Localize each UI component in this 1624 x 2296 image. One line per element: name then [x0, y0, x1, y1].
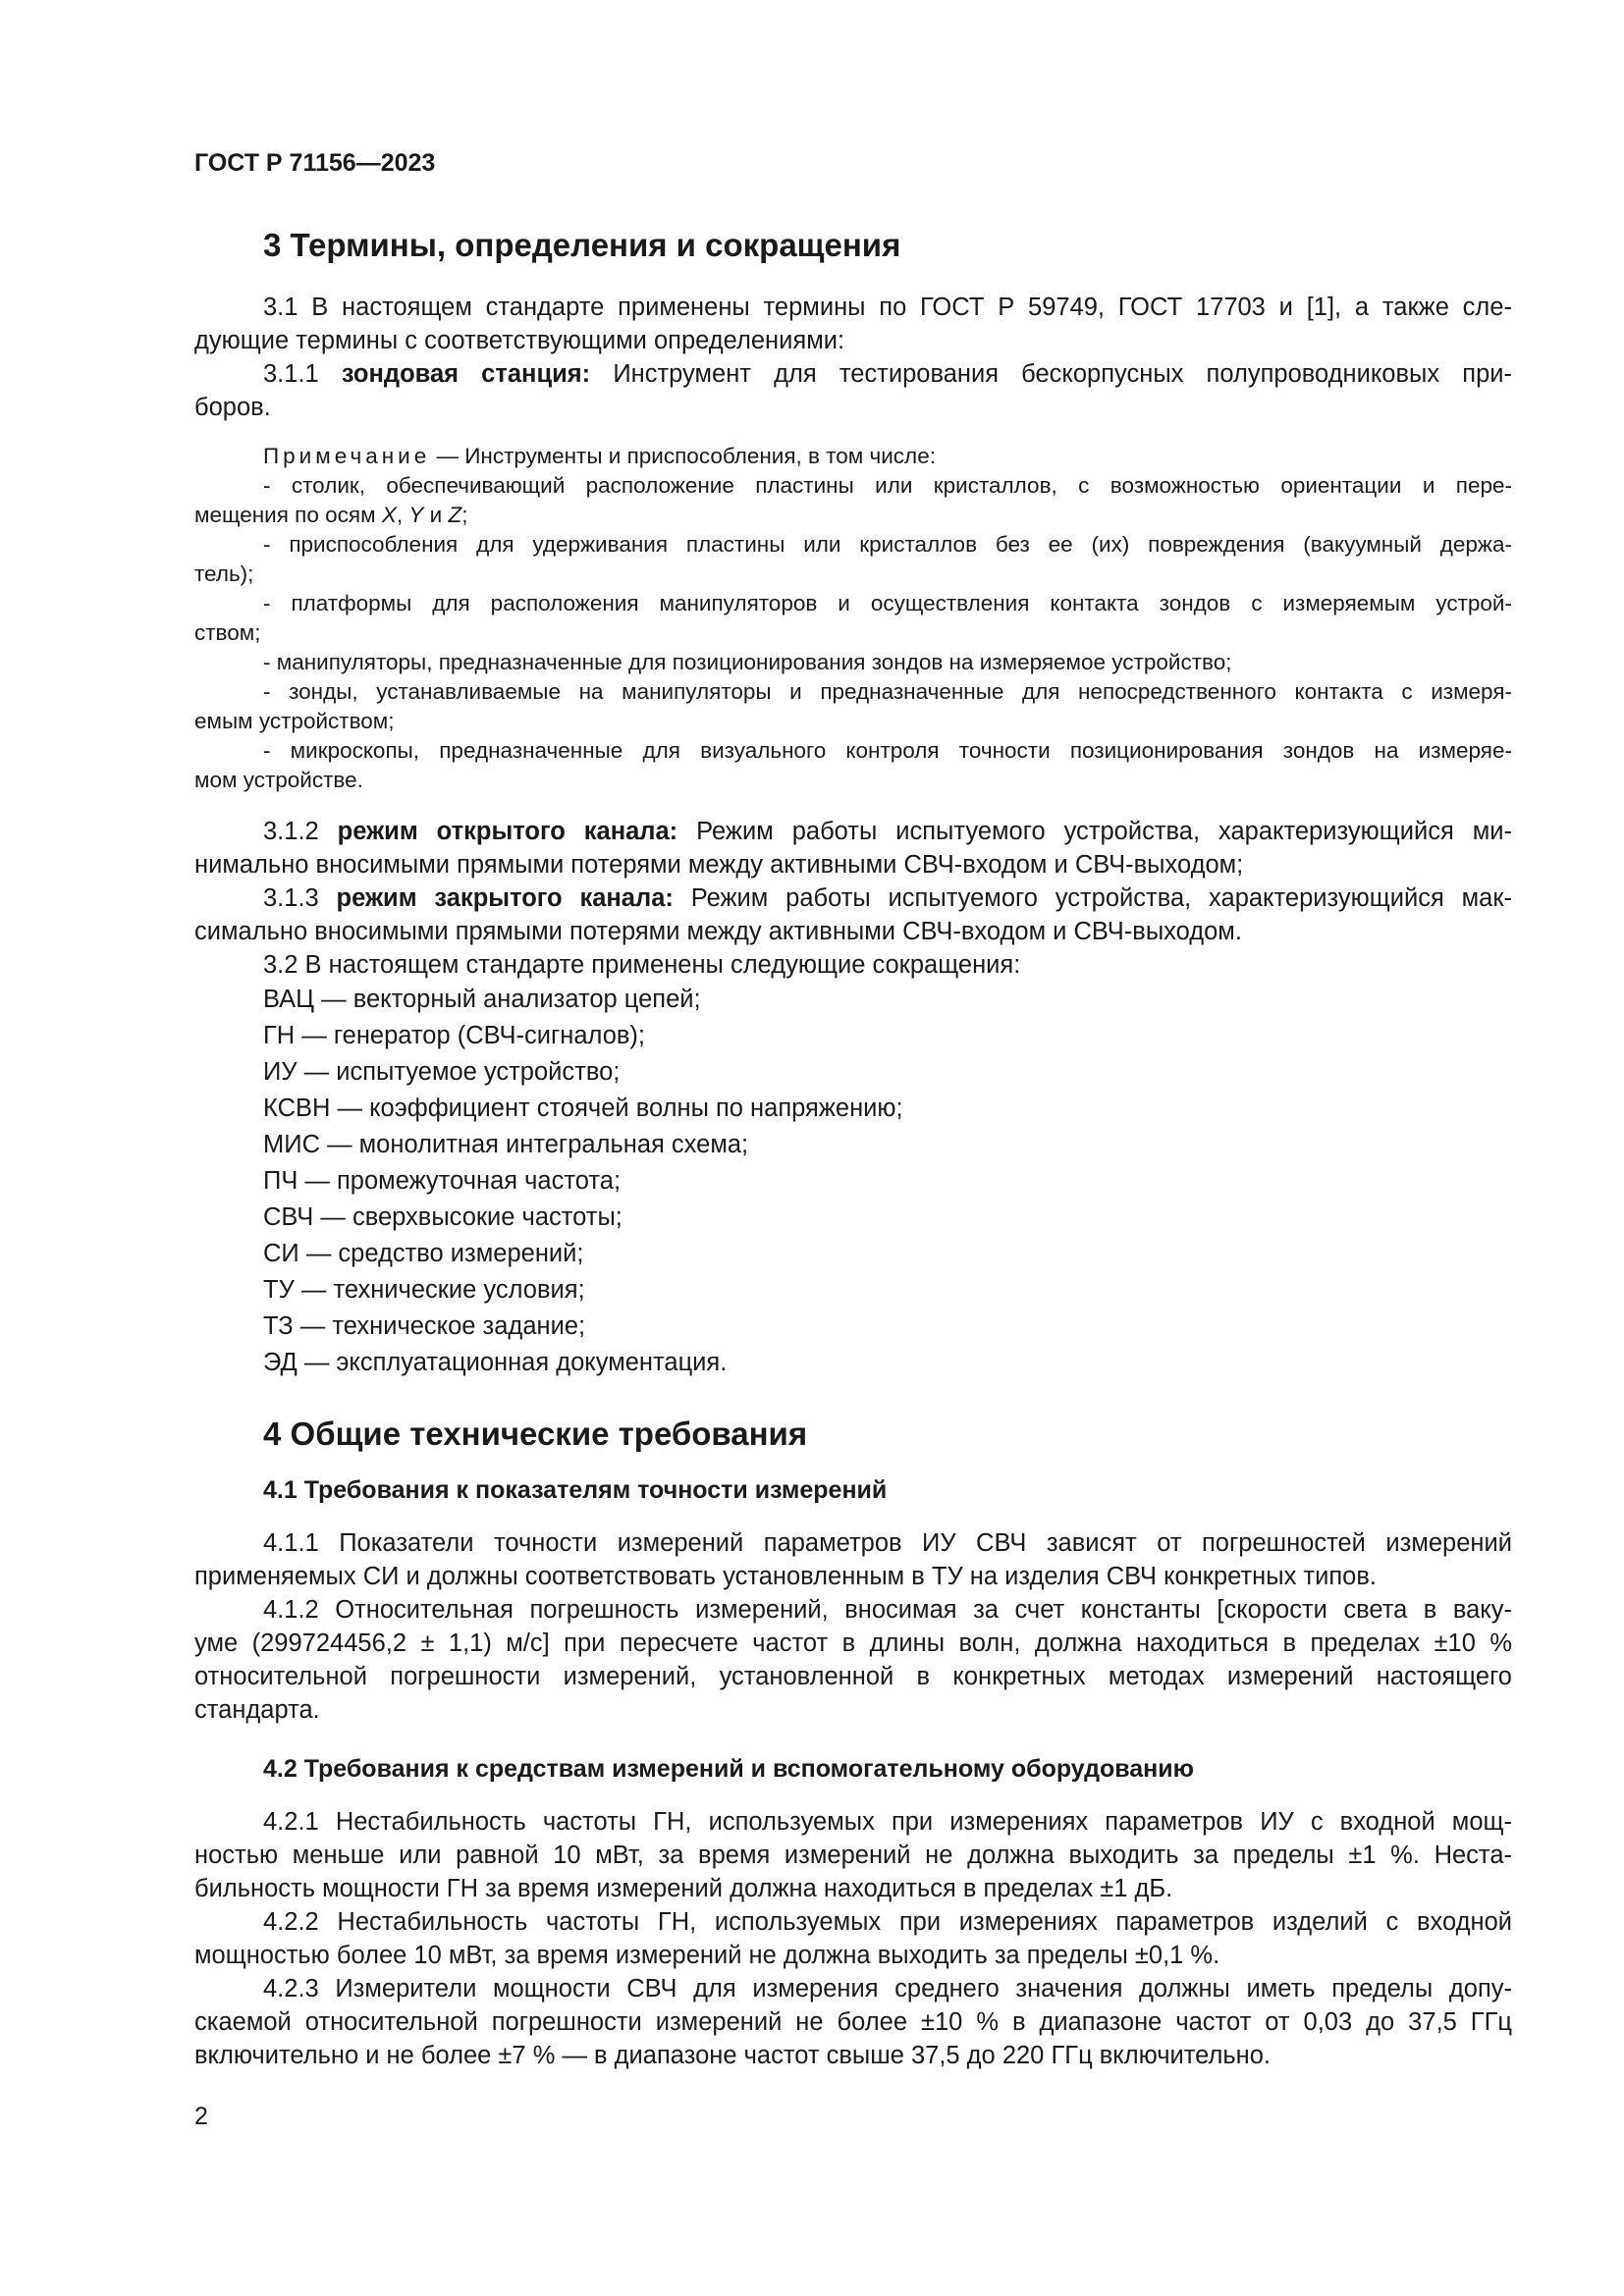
- para-4-2-1-line1: 4.2.1 Нестабильность частоты ГН, используемых при измерениях параметров ИУ с входной мощ-: [263, 1808, 1512, 1836]
- axis-y: Y: [408, 503, 424, 527]
- term-definition: Режим работы испытуемого устройства, характеризующийся ми-: [677, 818, 1512, 845]
- axis-x: X: [381, 503, 397, 527]
- para-4-1-1-line2: применяемых СИ и должны соответствовать установленным в ТУ на изделия СВЧ конкретных типов.: [194, 1563, 1377, 1590]
- subsection-4-2-title: 4.2 Требования к средствам измерений и вспомогательному оборудованию: [263, 1755, 1194, 1783]
- term-number: 3.1.2: [263, 818, 338, 845]
- abbreviation-item: ГН — генератор (СВЧ-сигналов);: [263, 1022, 646, 1049]
- abbreviation-item: ТЗ — техническое задание;: [263, 1312, 586, 1340]
- para-4-2-2-line2: мощностью более 10 мВт, за время измерений не должна выходить за пределы ±0,1 %.: [194, 1942, 1220, 1969]
- term-name: зондовая станция:: [341, 360, 591, 388]
- term-definition: Режим работы испытуемого устройства, характеризующийся мак-: [673, 884, 1512, 912]
- note-intro: [194, 442, 1512, 471]
- note-item-6-line2: мом устройстве.: [194, 768, 363, 792]
- note-item-5-line1: - зонды, устанавливаемые на манипуляторы и предназначенные для непосредственного контакта с измеря-: [263, 679, 1512, 704]
- term-3-1-3-line2: симально вносимыми прямыми потерями между активными СВЧ-входом и СВЧ-выходом.: [194, 918, 1242, 945]
- para-4-2-3-line2: скаемой относительной погрешности измерений не более ±10 % в диапазоне частот от 0,03 до 37,5 ГГц: [194, 2008, 1512, 2036]
- note-item-5-line2: емым устройством;: [194, 709, 395, 733]
- abbreviation-item: СВЧ — сверхвысокие частоты;: [263, 1203, 623, 1231]
- term-number: 3.1.1: [263, 360, 342, 388]
- para-4-2-2-line1: 4.2.2 Нестабильность частоты ГН, используемых при измерениях параметров изделий с входной: [263, 1908, 1512, 1936]
- abbreviation-item: ВАЦ — векторный анализатор цепей;: [263, 986, 701, 1013]
- note-text: и: [423, 503, 449, 527]
- term-name: режим закрытого канала:: [336, 884, 674, 912]
- axis-z: Z: [448, 503, 462, 527]
- note-text: ,: [396, 503, 409, 527]
- term-3-1-2-line1: [194, 815, 1512, 848]
- term-definition: Инструмент для тестирования бескорпусных полупроводниковых при-: [590, 360, 1512, 388]
- term-number: 3.1.3: [263, 884, 337, 912]
- abbreviation-item: ТУ — технические условия;: [263, 1276, 585, 1304]
- para-4-2-3-line1: 4.2.3 Измерители мощности СВЧ для измерения среднего значения должны иметь пределы допу-: [263, 1975, 1512, 2002]
- abbreviation-item: СИ — средство измерений;: [263, 1240, 584, 1267]
- note-intro-text: — Инструменты и приспособления, в том числе:: [430, 444, 936, 468]
- note-block: [194, 442, 1512, 795]
- note-item-6-line1: - микроскопы, предназначенные для визуального контроля точности позиционирования зондов на измеряе-: [263, 738, 1512, 763]
- para-4-2-1-line3: бильность мощности ГН за время измерений должна находиться в пределах ±1 дБ.: [194, 1875, 1173, 1902]
- abbreviation-list: [194, 982, 1512, 1381]
- note-item-2-line1: - приспособления для удерживания пластины или кристаллов без ее (их) повреждения (вакуумный держа-: [263, 532, 1512, 557]
- term-3-1-3-line1: [194, 881, 1512, 915]
- note-label: Примечание: [263, 444, 431, 468]
- para-3-2: 3.2 В настоящем стандарте применены следующие сокращения:: [263, 951, 1021, 979]
- term-3-1-1-line2: боров.: [194, 394, 271, 421]
- para-3-1-line1: 3.1 В настоящем стандарте применены термины по ГОСТ Р 59749, ГОСТ 17703 и [1], а также сле-: [263, 294, 1512, 321]
- para-3-1-line2: дующие термины с соответствующими определениями:: [194, 327, 845, 354]
- para-4-2-1-line2: ностью меньше или равной 10 мВт, за время измерений не должна выходить за пределы ±1 %. Неста-: [194, 1842, 1512, 1869]
- para-4-1-2-line2: уме (299724456,2 ± 1,1) м/с] при пересчете частот в длины волн, должна находиться в пределах ±10 %: [194, 1629, 1512, 1657]
- page-number: 2: [194, 2103, 208, 2130]
- term-3-1-1-line1: [194, 357, 1512, 391]
- note-item-1-line1: - столик, обеспечивающий расположение пластины или кристаллов, с возможностью ориентации и пере-: [263, 473, 1512, 498]
- term-name: режим открытого канала:: [337, 818, 678, 845]
- document-header: ГОСТ Р 71156—2023: [194, 149, 436, 177]
- para-4-1-2-line3: относительной погрешности измерений, установленной в конкретных методах измерений настоящего: [194, 1663, 1512, 1690]
- abbreviation-item: ПЧ — промежуточная частота;: [263, 1167, 622, 1195]
- para-4-1-2-line1: 4.1.2 Относительная погрешность измерений, вносимая за счет константы [скорости света в ваку-: [263, 1596, 1512, 1624]
- note-text: ;: [461, 503, 468, 527]
- abbreviation-item: ИУ — испытуемое устройство;: [263, 1058, 621, 1086]
- section-3-title: 3 Термины, определения и сокращения: [263, 227, 901, 263]
- note-item-4: - манипуляторы, предназначенные для позиционирования зондов на измеряемое устройство;: [263, 650, 1232, 674]
- note-item-2-line2: тель);: [194, 561, 254, 586]
- section-4-title: 4 Общие технические требования: [263, 1415, 808, 1452]
- note-item-1-line2: [194, 501, 1512, 530]
- abbreviation-item: ЭД — эксплуатационная документация.: [263, 1349, 728, 1376]
- para-4-1-1-line1: 4.1.1 Показатели точности измерений параметров ИУ СВЧ зависят от погрешностей измерений: [263, 1529, 1512, 1557]
- abbreviation-item: КСВН — коэффициент стоячей волны по напряжению;: [263, 1095, 903, 1122]
- abbreviation-item: МИС — монолитная интегральная схема;: [263, 1131, 749, 1158]
- note-text: мещения по осям: [194, 503, 382, 527]
- para-4-1-2-line4: стандарта.: [194, 1696, 320, 1724]
- page-content: [194, 222, 1512, 2072]
- subsection-4-1-title: 4.1 Требования к показателям точности измерений: [263, 1476, 888, 1504]
- note-item-3-line2: ством;: [194, 620, 261, 645]
- para-4-2-3-line3: включительно и не более ±7 % — в диапазоне частот свыше 37,5 до 220 ГГц включительно.: [194, 2042, 1271, 2069]
- term-3-1-2-line2: нимально вносимыми прямыми потерями между активными СВЧ-входом и СВЧ-выходом;: [194, 851, 1244, 879]
- note-item-3-line1: - платформы для расположения манипуляторов и осуществления контакта зондов с измеряемым устрой-: [263, 591, 1512, 615]
